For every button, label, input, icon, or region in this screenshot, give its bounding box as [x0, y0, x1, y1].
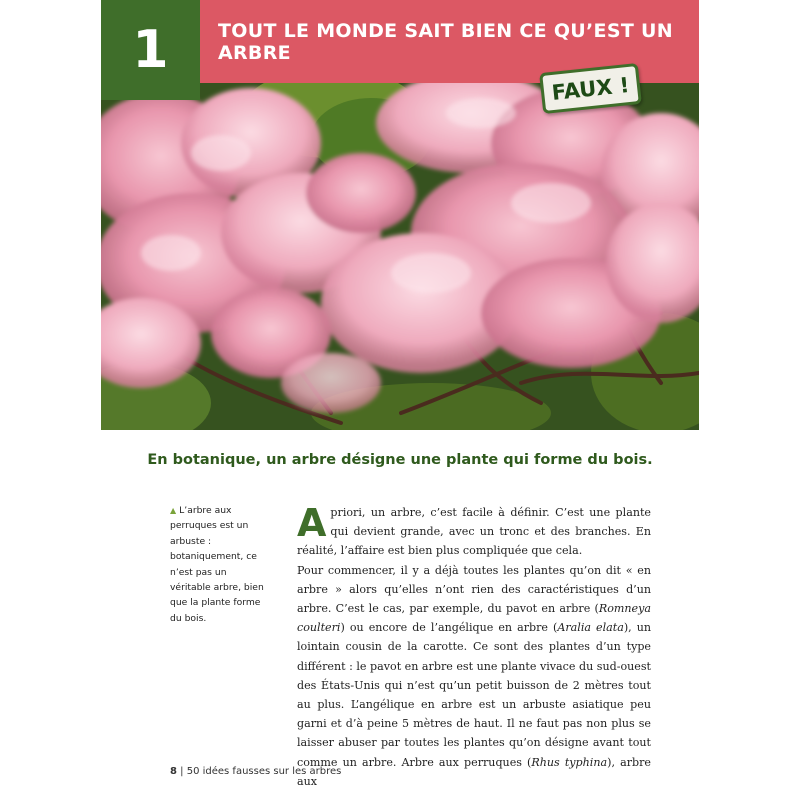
paragraph-1-text: priori, un arbre, c’est facile à définir. C’est une plante qui devient grande, avec un tronc et des branches. En réalité, l’affaire est bien plus compliquée que cela.: [297, 506, 651, 558]
paragraph-1: [297, 503, 651, 561]
photo-caption: [170, 503, 270, 626]
footer-separator: |: [176, 766, 187, 777]
latin-name: Rhus typhina: [531, 755, 608, 769]
false-stamp: FAUX !: [539, 63, 642, 114]
latin-name: Aralia elata: [557, 621, 624, 635]
p2-segment: ) ou encore de l’angélique en arbre (: [340, 621, 558, 635]
article-body: [297, 503, 651, 791]
paragraph-2: [297, 561, 651, 791]
page-number: 8: [170, 766, 177, 777]
chapter-title: TOUT LE MONDE SAIT BIEN CE QU’EST UN ARBRE: [200, 0, 699, 83]
p2-segment: Pour commencer, il y a déjà toutes les plantes qu’on dit « en arbre » alors qu’elles n’ont rien des caractéristiques d’un arbre. C’est le cas, par exemple, du pavot en arbre (: [297, 563, 651, 616]
photo-illustration: [101, 83, 699, 430]
smoke-tree-photo: [101, 83, 699, 430]
caption-text: L’arbre aux perruques est un arbuste : botaniquement, ce n’est pas un véritable arbre, bien que la plante forme du bois.: [170, 505, 264, 624]
drop-cap: A: [297, 501, 327, 545]
page-footer: [170, 766, 341, 777]
lead-sentence: En botanique, un arbre désigne une plante qui forme du bois.: [147, 452, 653, 468]
p2-segment: ), un lointain cousin de la carotte. Ce sont des plantes d’un type différent : le pavot en arbre est une plante vivace du sud-ouest des États-Unis qui n’est qu’un petit buisson de 2 mètres tout au plus. L’angélique en arbre est un arbuste asiatique peu garni et d’à peine 5 mètres de haut. Il ne faut pas non plus se laisser abuser par toutes les plantes qu’on désigne avant tout comme un arbre. Arbre aux perruques (: [297, 621, 652, 769]
book-title: 50 idées fausses sur les arbres: [186, 766, 342, 777]
triangle-icon: ▲: [170, 506, 177, 515]
p2-segment: ), arbre aux: [297, 755, 651, 788]
latin-name: Romneya coulteri: [297, 602, 651, 635]
chapter-number: 1: [101, 0, 200, 100]
